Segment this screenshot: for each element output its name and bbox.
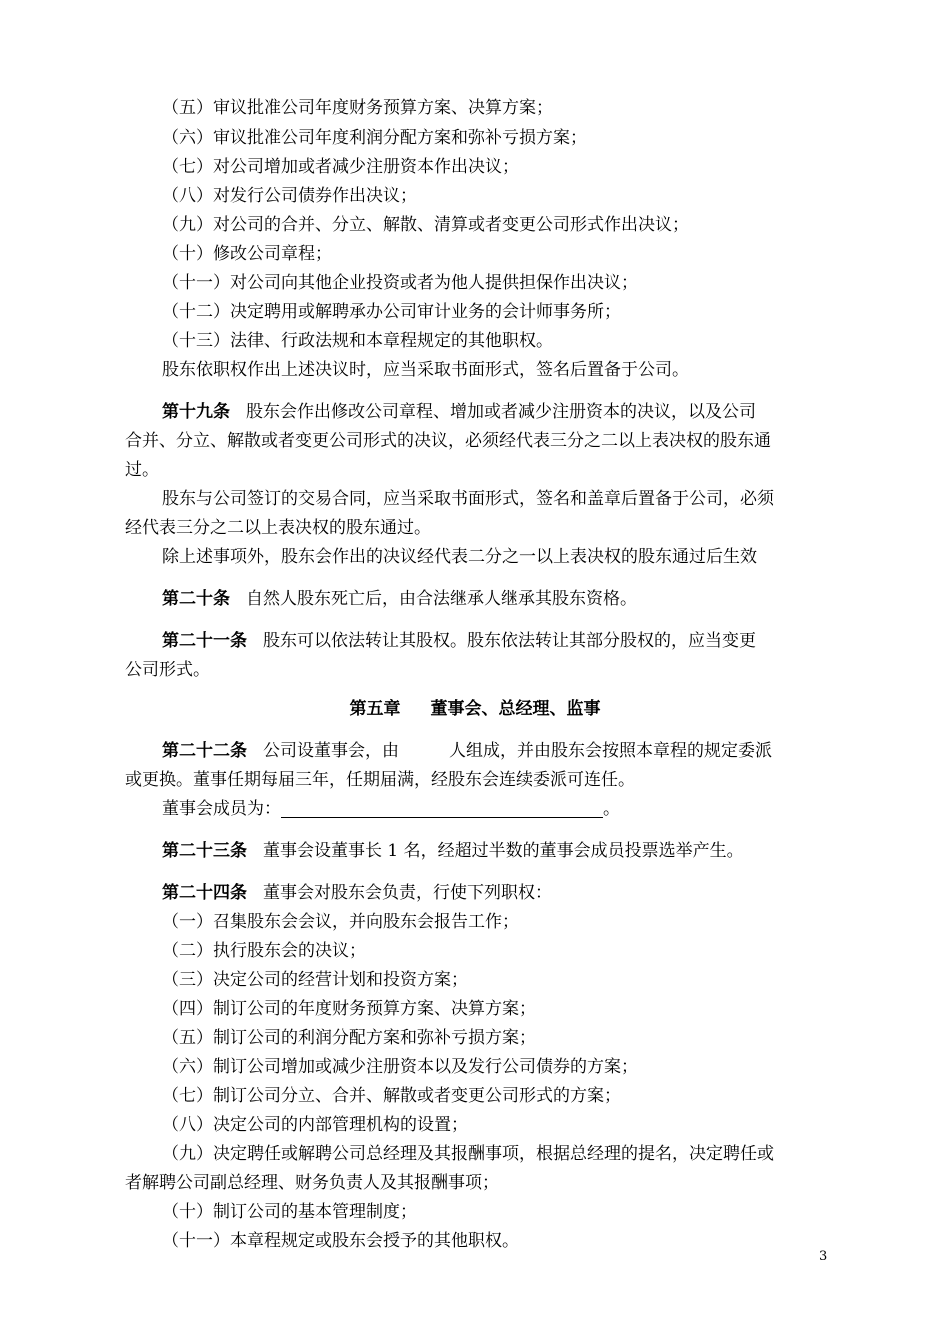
list-item: （七）对公司增加或者减少注册资本作出决议； <box>162 157 519 177</box>
article-text: 董事会对股东会负责，行使下列职权： <box>263 883 552 903</box>
article-19-line: 合并、分立、解散或者变更公司形式的决议，必须经代表三分之二以上表决权的股东通 <box>125 431 771 451</box>
list-item: （九）对公司的合并、分立、解散、清算或者变更公司形式作出决议； <box>162 215 689 235</box>
list-item: （十二）决定聘用或解聘承办公司审计业务的会计师事务所； <box>162 302 621 322</box>
article-text: 人组成，并由股东会按照本章程的规定委派 <box>449 741 772 761</box>
list-item: （三）决定公司的经营计划和投资方案； <box>162 970 468 990</box>
article-text: 股东会作出修改公司章程、增加或者减少注册资本的决议，以及公司 <box>246 402 756 422</box>
list-item: （二）执行股东会的决议； <box>162 941 366 961</box>
list-item: （八）决定公司的内部管理机构的设置； <box>162 1115 468 1135</box>
chapter-heading <box>0 697 950 721</box>
list-item: （一）召集股东会会议，并向股东会报告工作； <box>162 912 519 932</box>
list-item: （八）对发行公司债券作出决议； <box>162 186 417 206</box>
list-item: （十一）对公司向其他企业投资或者为他人提供担保作出决议； <box>162 273 638 293</box>
list-item: （六）制订公司增加或减少注册资本以及发行公司债券的方案； <box>162 1057 638 1077</box>
board-members-underline <box>281 799 603 818</box>
article-label: 第二十一条 <box>162 631 247 651</box>
list-item: （七）制订公司分立、合并、解散或者变更公司形式的方案； <box>162 1086 621 1106</box>
chapter-title: 董事会、总经理、监事 <box>430 699 601 719</box>
article-19 <box>162 400 756 424</box>
article-21-line: 公司形式。 <box>125 660 210 680</box>
article-19-paragraph: 股东与公司签订的交易合同，应当采取书面形式，签名和盖章后置备于公司，必须 <box>162 489 774 509</box>
board-members-label: 董事会成员为： <box>162 799 281 819</box>
list-item: （十一）本章程规定或股东会授予的其他职权。 <box>162 1231 519 1251</box>
article-label: 第十九条 <box>162 402 230 422</box>
article-20 <box>162 587 637 611</box>
list-item: （十）制订公司的基本管理制度； <box>162 1202 417 1222</box>
article-21 <box>162 629 756 653</box>
article-text: 董事会设董事长 1 名，经超过半数的董事会成员投票选举产生。 <box>263 841 744 861</box>
list-item: （十三）法律、行政法规和本章程规定的其他职权。 <box>162 331 553 351</box>
list-item-continued: 者解聘公司副总经理、财务负责人及其报酬事项； <box>125 1173 499 1193</box>
article-19-paragraph: 除上述事项外，股东会作出的决议经代表二分之一以上表决权的股东通过后生效 <box>162 547 757 567</box>
article-23 <box>162 839 744 863</box>
list-item: （五）制订公司的利润分配方案和弥补亏损方案； <box>162 1028 536 1048</box>
article-text: 股东可以依法转让其股权。股东依法转让其部分股权的，应当变更 <box>263 631 756 651</box>
article-22-line: 或更换。董事任期每届三年，任期届满，经股东会连续委派可连任。 <box>125 770 635 790</box>
article-label: 第二十三条 <box>162 841 247 861</box>
list-item: （四）制订公司的年度财务预算方案、决算方案； <box>162 999 536 1019</box>
article-label: 第二十四条 <box>162 883 247 903</box>
board-members-line: 董事会成员为： 。 <box>162 799 620 819</box>
chapter-number: 第五章 <box>349 699 401 719</box>
list-item: （五）审议批准公司年度财务预算方案、决算方案； <box>162 98 553 118</box>
article-22 <box>162 739 772 763</box>
list-item: （十）修改公司章程； <box>162 244 332 264</box>
page-number: 3 <box>819 1249 828 1264</box>
article-label: 第二十条 <box>162 589 230 609</box>
article-19-line: 过。 <box>125 460 159 480</box>
article-24 <box>162 881 552 905</box>
article-text: 自然人股东死亡后，由合法继承人继承其股东资格。 <box>246 589 637 609</box>
shareholder-note: 股东依职权作出上述决议时，应当采取书面形式，签名后置备于公司。 <box>162 360 689 380</box>
article-19-line: 经代表三分之二以上表决权的股东通过。 <box>125 518 431 538</box>
list-item: （六）审议批准公司年度利润分配方案和弥补亏损方案； <box>162 128 587 148</box>
list-item: （九）决定聘任或解聘公司总经理及其报酬事项，根据总经理的提名，决定聘任或 <box>162 1144 774 1164</box>
article-text: 公司设董事会，由 <box>263 741 399 761</box>
article-label: 第二十二条 <box>162 741 247 761</box>
